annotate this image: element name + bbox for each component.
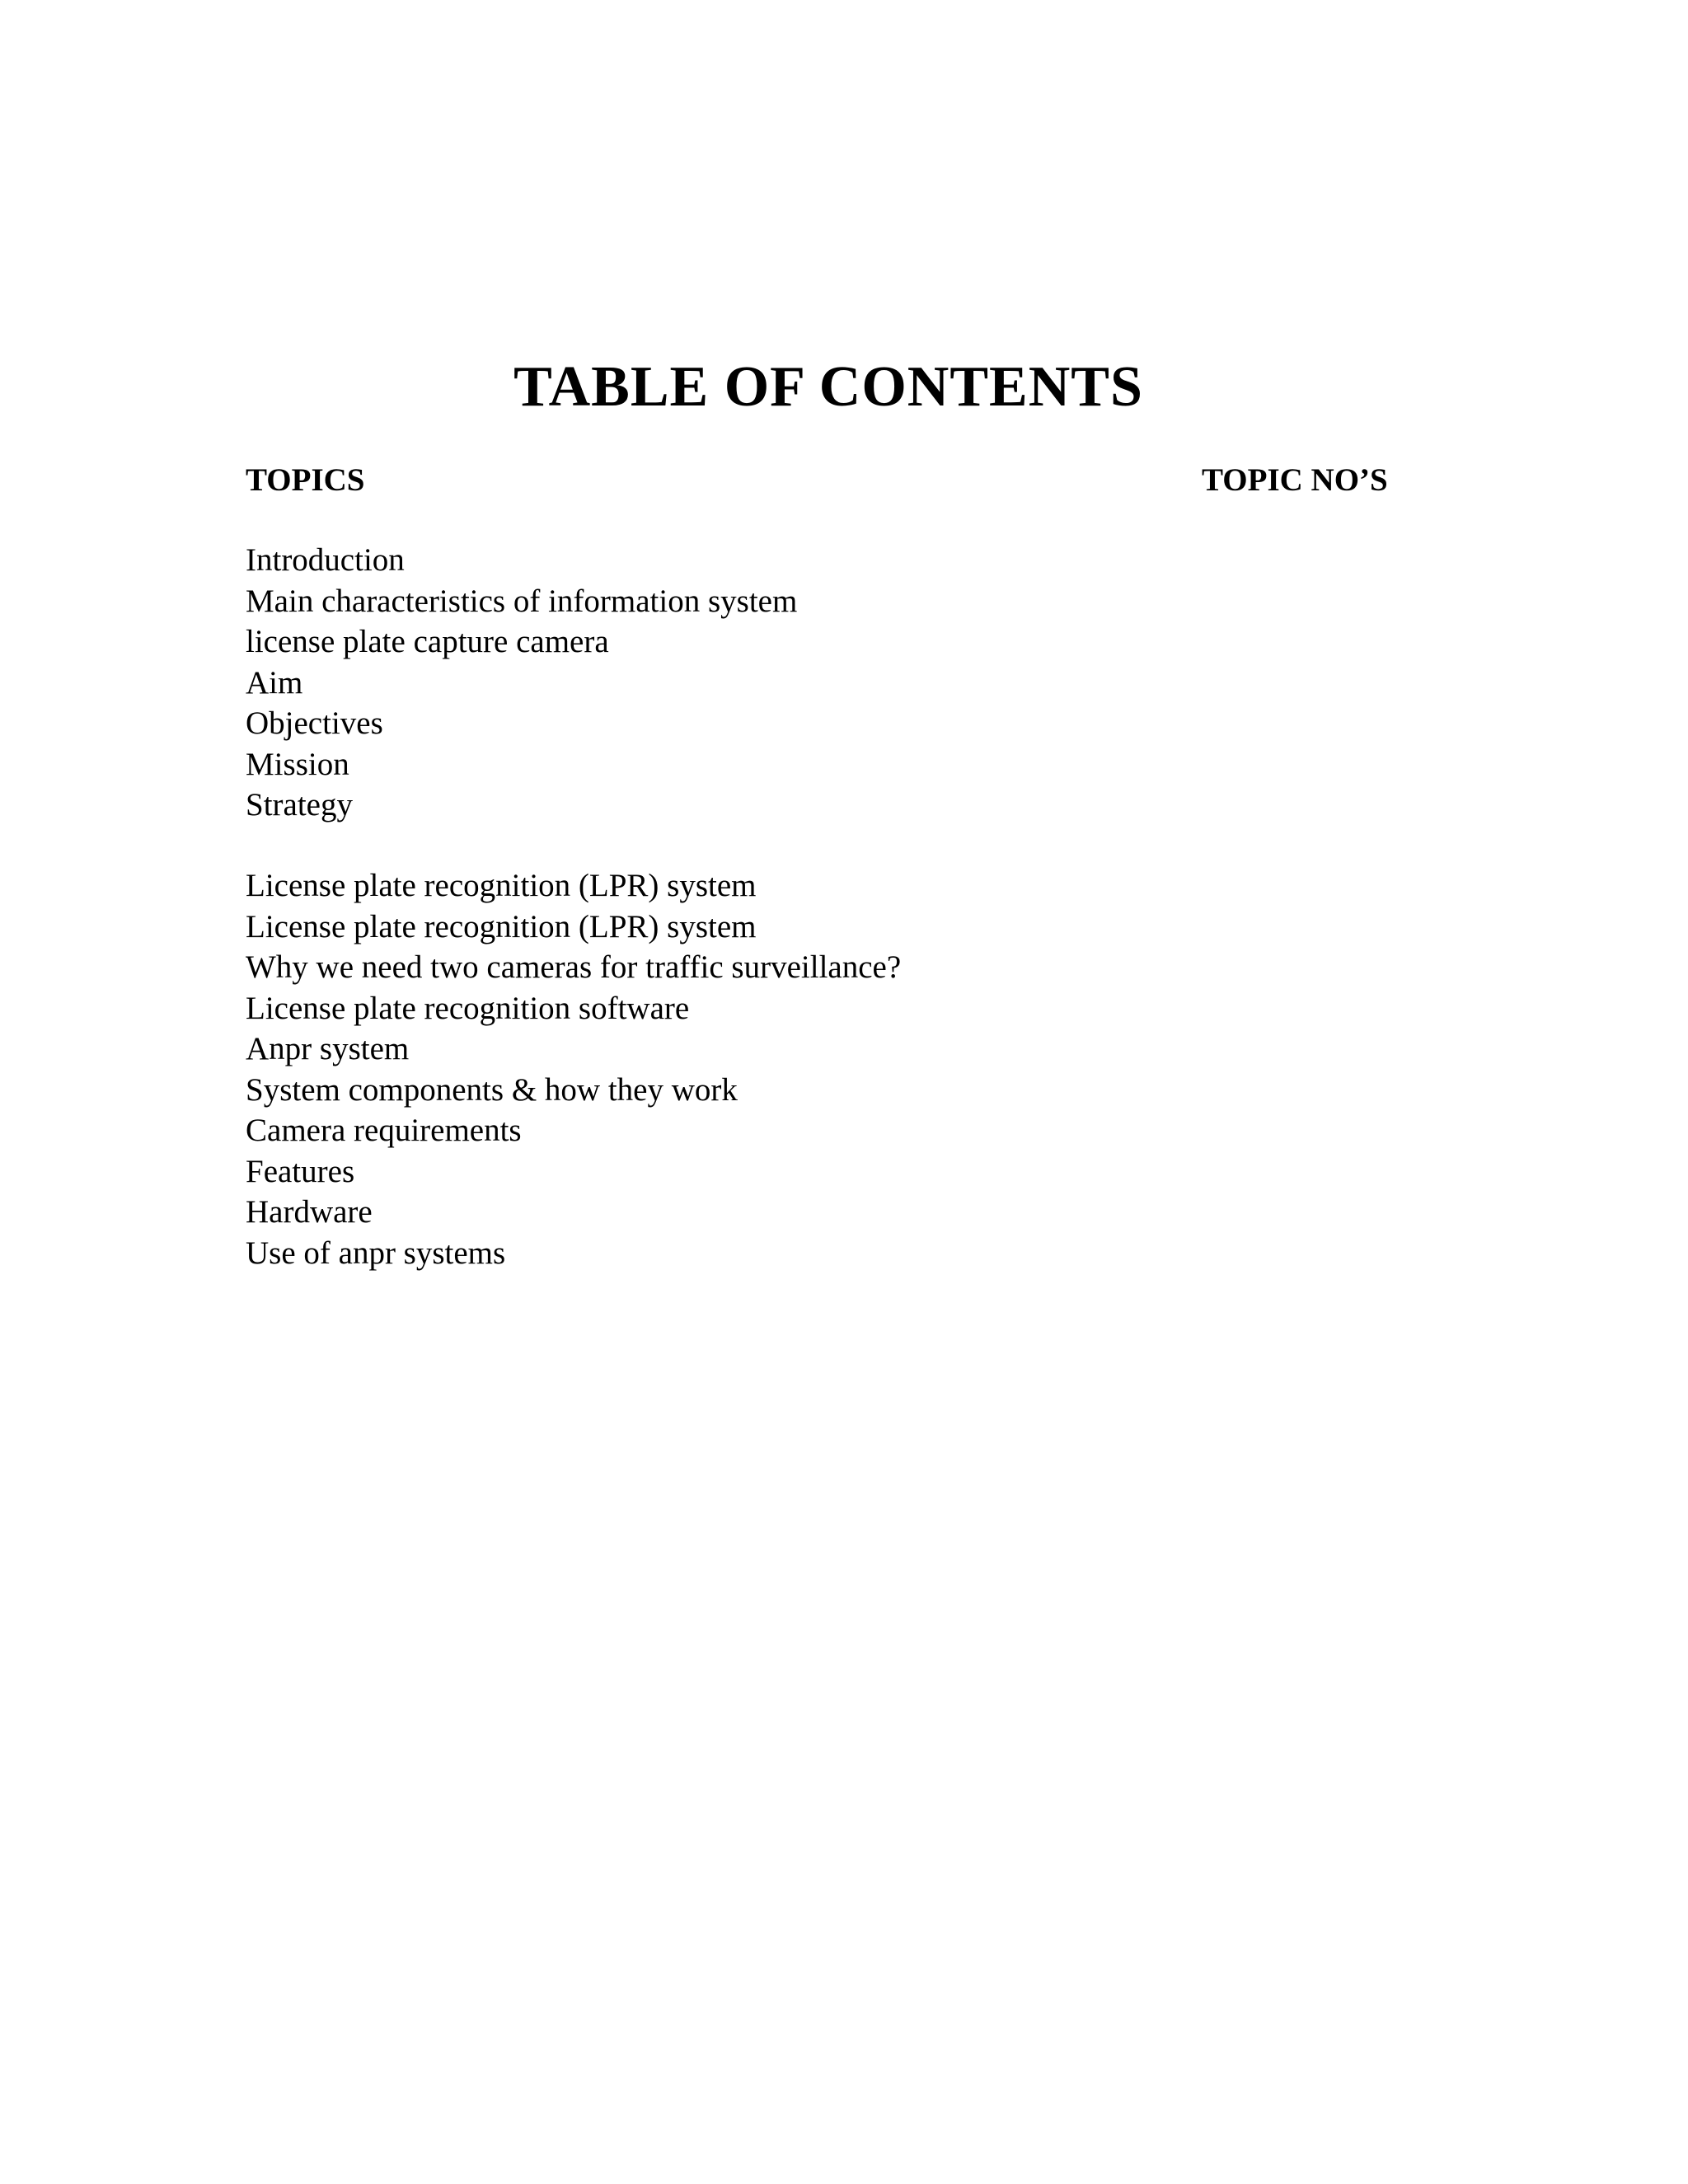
- topics-column-header: TOPICS: [246, 462, 365, 498]
- toc-entry: License plate recognition software: [246, 990, 690, 1026]
- page-title: TABLE OF CONTENTS: [513, 355, 1143, 419]
- toc-entry: Introduction: [246, 542, 405, 578]
- toc-entry: Camera requirements: [246, 1113, 522, 1148]
- toc-entry: Main characteristics of information system: [246, 583, 798, 619]
- toc-group-2: [246, 865, 901, 1273]
- toc-entry: Features: [246, 1153, 355, 1189]
- toc-entry: Hardware: [246, 1194, 373, 1230]
- toc-group-1: [246, 540, 797, 826]
- toc-entry: License plate recognition (LPR) system: [246, 908, 757, 944]
- toc-entry: Mission: [246, 746, 349, 782]
- toc-entry: Aim: [246, 664, 303, 701]
- toc-entry: Objectives: [246, 705, 383, 741]
- toc-entry: System components & how they work: [246, 1071, 738, 1108]
- toc-entry: Anpr system: [246, 1031, 410, 1066]
- topic-numbers-column-header: TOPIC NO’S: [1202, 462, 1388, 498]
- toc-entry: Why we need two cameras for traffic surveillance?: [246, 949, 902, 985]
- toc-entry: license plate capture camera: [246, 624, 609, 659]
- toc-entry: License plate recognition (LPR) system: [246, 868, 757, 903]
- toc-entry: Use of anpr systems: [246, 1235, 506, 1271]
- toc-entry: Strategy: [246, 787, 353, 823]
